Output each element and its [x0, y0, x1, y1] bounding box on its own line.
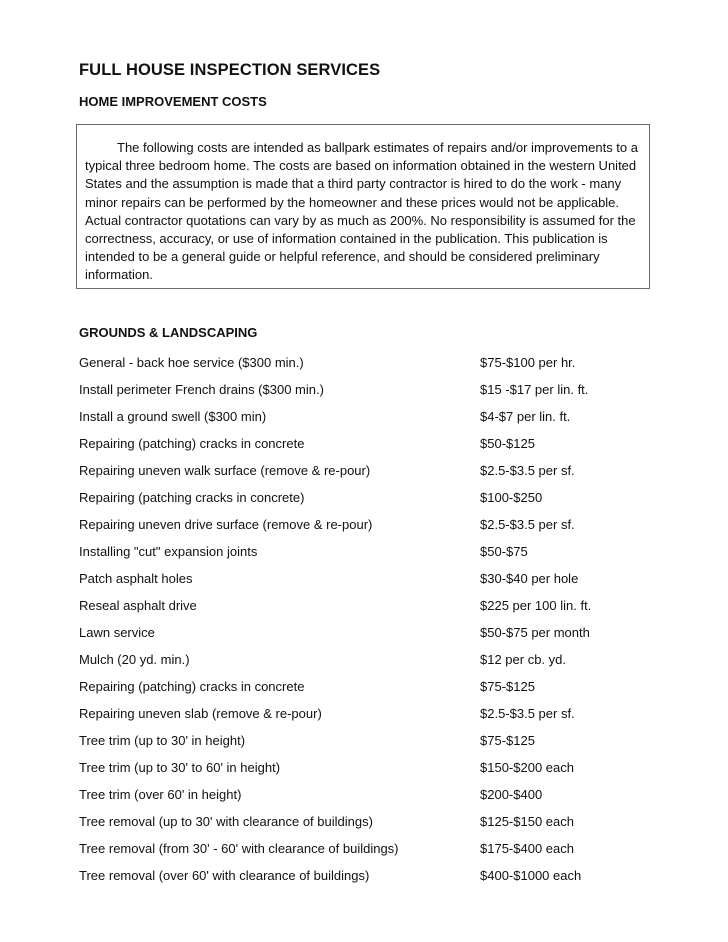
- cost-item: Tree removal (from 30' - 60' with clearance of buildings): [79, 841, 399, 856]
- cost-list: [79, 355, 639, 895]
- cost-price: $30-$40 per hole: [480, 571, 579, 586]
- cost-price: $4-$7 per lin. ft.: [480, 409, 571, 424]
- cost-price: $125-$150 each: [480, 814, 574, 829]
- cost-row: [79, 463, 639, 490]
- cost-price: $50-$75 per month: [480, 625, 590, 640]
- cost-price: $200-$400: [480, 787, 543, 802]
- cost-item: Tree trim (up to 30' in height): [79, 733, 246, 748]
- cost-item: Installing "cut" expansion joints: [79, 544, 258, 559]
- document-title: FULL HOUSE INSPECTION SERVICES: [79, 61, 381, 79]
- cost-price: $225 per 100 lin. ft.: [480, 598, 592, 613]
- cost-item: Repairing (patching cracks in concrete): [79, 490, 305, 505]
- cost-row: [79, 814, 639, 841]
- cost-row: [79, 706, 639, 733]
- cost-item: Lawn service: [79, 625, 155, 640]
- cost-price: $75-$100 per hr.: [480, 355, 576, 370]
- cost-row: [79, 787, 639, 814]
- cost-item: General - back hoe service ($300 min.): [79, 355, 304, 370]
- cost-row: [79, 517, 639, 544]
- cost-row: [79, 571, 639, 598]
- cost-price: $175-$400 each: [480, 841, 574, 856]
- cost-row: [79, 841, 639, 868]
- cost-item: Repairing uneven walk surface (remove & re-pour): [79, 463, 371, 478]
- cost-row: [79, 652, 639, 679]
- cost-row: [79, 760, 639, 787]
- cost-item: Install perimeter French drains ($300 min.): [79, 382, 324, 397]
- cost-price: $50-$125: [480, 436, 535, 451]
- disclaimer-text: The following costs are intended as ballpark estimates of repairs and/or improvements to a typical three bedroom home. The costs are based on information obtained in the western United States and the assumption is made that a third party contractor is hired to do the work - many minor repairs can be performed by the homeowner and these prices would not be applicable. Actual contractor quotations can vary by as much as 200%. No responsibility is assumed for the correctness, accuracy, or use of information contained in the publication. This publication is intended to be a general guide or helpful reference, and should be considered preliminary information.: [85, 140, 638, 283]
- cost-price: $400-$1000 each: [480, 868, 582, 883]
- cost-price: $2.5-$3.5 per sf.: [480, 517, 575, 532]
- cost-item: Patch asphalt holes: [79, 571, 193, 586]
- cost-row: [79, 436, 639, 463]
- cost-price: $2.5-$3.5 per sf.: [480, 706, 575, 721]
- cost-price: $12 per cb. yd.: [480, 652, 566, 667]
- cost-item: Repairing (patching) cracks in concrete: [79, 679, 305, 694]
- cost-item: Repairing uneven drive surface (remove & re-pour): [79, 517, 373, 532]
- cost-item: Install a ground swell ($300 min): [79, 409, 267, 424]
- cost-item: Tree removal (over 60' with clearance of buildings): [79, 868, 370, 883]
- cost-price: $100-$250: [480, 490, 543, 505]
- cost-item: Reseal asphalt drive: [79, 598, 197, 613]
- cost-item: Repairing uneven slab (remove & re-pour): [79, 706, 322, 721]
- cost-item: Tree removal (up to 30' with clearance of buildings): [79, 814, 373, 829]
- cost-item: Repairing (patching) cracks in concrete: [79, 436, 305, 451]
- cost-item: Mulch (20 yd. min.): [79, 652, 190, 667]
- cost-row: [79, 544, 639, 571]
- cost-row: [79, 598, 639, 625]
- cost-item: Tree trim (up to 30' to 60' in height): [79, 760, 281, 775]
- cost-price: $50-$75: [480, 544, 528, 559]
- cost-row: [79, 679, 639, 706]
- cost-row: [79, 382, 639, 409]
- cost-item: Tree trim (over 60' in height): [79, 787, 242, 802]
- cost-row: [79, 868, 639, 895]
- cost-price: $2.5-$3.5 per sf.: [480, 463, 575, 478]
- disclaimer-box: [76, 124, 650, 289]
- cost-row: [79, 409, 639, 436]
- cost-price: $75-$125: [480, 679, 535, 694]
- document-subtitle: HOME IMPROVEMENT COSTS: [79, 94, 267, 109]
- cost-row: [79, 355, 639, 382]
- cost-price: $15 -$17 per lin. ft.: [480, 382, 589, 397]
- cost-row: [79, 625, 639, 652]
- cost-price: $75-$125: [480, 733, 535, 748]
- cost-price: $150-$200 each: [480, 760, 574, 775]
- cost-row: [79, 490, 639, 517]
- cost-row: [79, 733, 639, 760]
- section-heading: GROUNDS & LANDSCAPING: [79, 325, 258, 340]
